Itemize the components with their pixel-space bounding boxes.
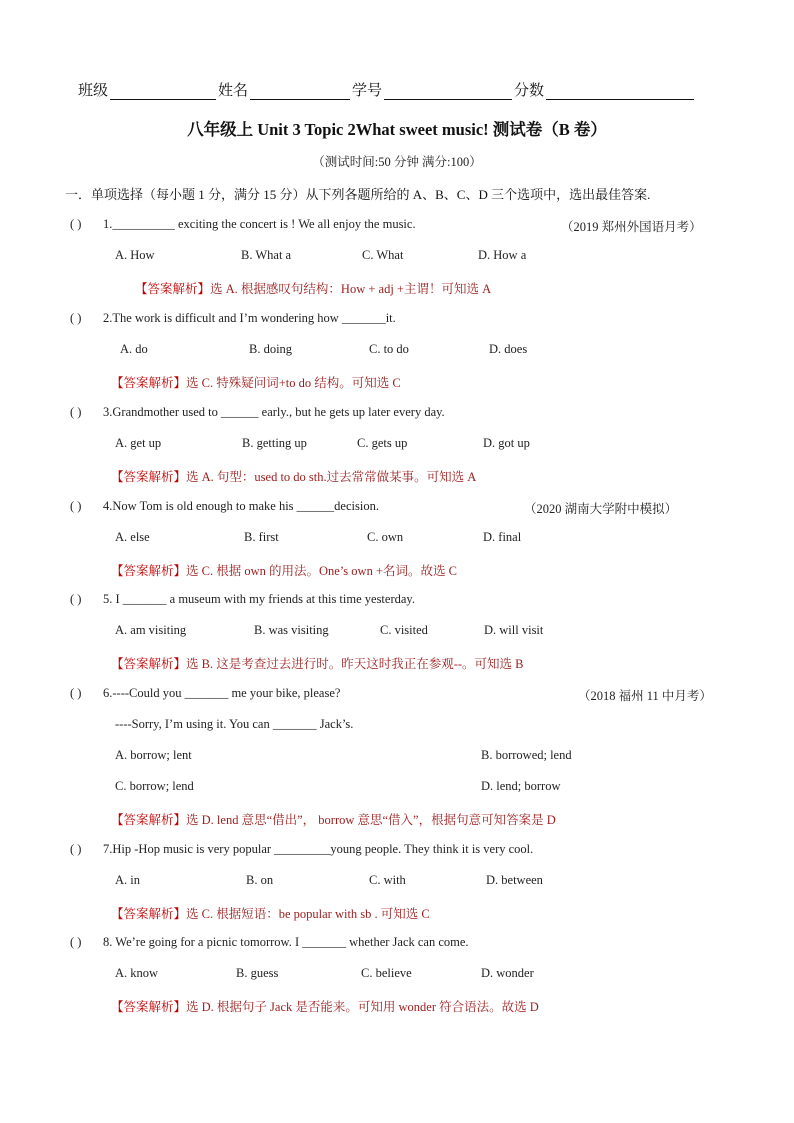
option-b: B. getting up: [242, 436, 307, 450]
answer-body: 选 A. 句型：used to do sth.过去常常做某事。可知选 A: [186, 470, 477, 484]
question-source: （2020 湖南大学附中模拟）: [524, 502, 678, 516]
answer-tag: 【答案解析】: [111, 564, 187, 578]
class-label: 班级: [78, 83, 109, 99]
answer-paren[interactable]: ( ): [70, 842, 82, 856]
question-text: 1.__________ exciting the concert is ! We all enjoy the music.: [103, 217, 416, 231]
option-c: C. What: [362, 248, 404, 262]
option-a: A. How: [115, 248, 155, 262]
answer-tag: 【答案解析】: [111, 657, 187, 671]
question-text: 7.Hip -Hop music is very popular _________young people. They think it is very cool.: [103, 842, 534, 856]
option-b: B. What a: [241, 248, 292, 262]
answer-body: 选 C. 根据短语：be popular with sb . 可知选 C: [186, 907, 430, 921]
option-c: C. to do: [369, 342, 409, 356]
answer-paren[interactable]: ( ): [70, 686, 82, 700]
student-info-header: [78, 79, 696, 100]
option-a: A. know: [115, 966, 159, 980]
option-b: B. borrowed; lend: [481, 748, 572, 762]
question-text: 8. We’re going for a picnic tomorrow. I _______ whether Jack can come.: [103, 935, 469, 949]
name-label: 姓名: [218, 83, 249, 99]
answer-explanation: [111, 373, 401, 391]
option-d: D. does: [489, 342, 528, 356]
answer-paren[interactable]: ( ): [70, 311, 82, 325]
question-text: 5. I _______ a museum with my friends at this time yesterday.: [103, 592, 415, 606]
answer-body: 选 C. 根据 own 的用法。One’s own +名词。故选 C: [186, 564, 457, 578]
question-text-reply: ----Sorry, I’m using it. You can _______ Jack’s.: [115, 717, 354, 731]
option-d: D. How a: [478, 248, 527, 262]
option-a: A. in: [115, 873, 140, 887]
section-heading: 一．单项选择（每小题 1 分，满分 15 分）从下列各题所给的 A、B、C、D 三个选项中，选出最佳答案.: [65, 187, 651, 202]
page-title: 八年级上 Unit 3 Topic 2What sweet music! 测试卷（B 卷）: [187, 120, 607, 139]
option-c: C. visited: [380, 623, 428, 637]
option-d: D. will visit: [484, 623, 544, 637]
option-c: C. gets up: [357, 436, 408, 450]
answer-tag: 【答案解析】: [111, 813, 187, 827]
option-b: B. was visiting: [254, 623, 329, 637]
option-a: A. else: [115, 530, 150, 544]
option-a: A. get up: [115, 436, 162, 450]
score-label: 分数: [514, 83, 545, 99]
question-text: 4.Now Tom is old enough to make his ______decision.: [103, 499, 379, 513]
option-c: C. own: [367, 530, 404, 544]
option-c: C. believe: [361, 966, 412, 980]
answer-explanation: [111, 467, 476, 485]
option-d: D. final: [483, 530, 522, 544]
answer-paren[interactable]: ( ): [70, 592, 82, 606]
answer-tag: 【答案解析】: [135, 282, 211, 296]
option-c: C. with: [369, 873, 406, 887]
option-d: D. between: [486, 873, 543, 887]
question-text: 2.The work is difficult and I’m wondering how _______it.: [103, 311, 396, 325]
id-label: 学号: [352, 83, 383, 99]
option-c: C. borrow; lend: [115, 779, 194, 793]
answer-explanation: [111, 654, 524, 672]
answer-tag: 【答案解析】: [111, 376, 187, 390]
question-text: 6.----Could you _______ me your bike, please?: [103, 686, 341, 700]
name-blank[interactable]: [250, 83, 350, 100]
answer-paren[interactable]: ( ): [70, 405, 82, 419]
answer-body: 选 B. 这是考查过去进行时。昨天这时我正在参观--。可知选 B: [186, 657, 524, 671]
option-d: D. wonder: [481, 966, 534, 980]
option-d: D. got up: [483, 436, 530, 450]
option-a: A. am visiting: [115, 623, 187, 637]
option-b: B. first: [244, 530, 279, 544]
id-blank[interactable]: [384, 83, 512, 100]
question-source: （2018 福州 11 中月考）: [578, 689, 712, 703]
question-source: （2019 郑州外国语月考）: [561, 220, 702, 234]
option-d: D. lend; borrow: [481, 779, 561, 793]
option-b: B. doing: [249, 342, 293, 356]
answer-paren[interactable]: ( ): [70, 217, 82, 231]
answer-explanation: [135, 279, 491, 297]
answer-body: 选 C. 特殊疑问词+to do 结构。可知选 C: [186, 376, 401, 390]
answer-tag: 【答案解析】: [111, 1000, 187, 1014]
option-a: A. do: [120, 342, 148, 356]
option-a: A. borrow; lent: [115, 748, 192, 762]
score-blank[interactable]: [546, 83, 694, 100]
answer-explanation: [111, 904, 430, 922]
answer-body: 选 D. lend 意思“借出”， borrow 意思“借入”，根据句意可知答案是 D: [186, 813, 556, 827]
answer-explanation: [111, 997, 539, 1015]
answer-body: 选 D. 根据句子 Jack 是否能来。可知用 wonder 符合语法。故选 D: [186, 1000, 539, 1014]
answer-body: 选 A. 根据感叹句结构：How + adj +主谓！可知选 A: [210, 282, 492, 296]
page-subtitle: （测试时间:50 分钟 满分:100）: [312, 155, 482, 169]
answer-explanation: [111, 810, 556, 828]
answer-paren[interactable]: ( ): [70, 499, 82, 513]
answer-tag: 【答案解析】: [111, 470, 187, 484]
answer-tag: 【答案解析】: [111, 907, 187, 921]
answer-explanation: [111, 561, 457, 579]
answer-paren[interactable]: ( ): [70, 935, 82, 949]
option-b: B. guess: [236, 966, 279, 980]
option-b: B. on: [246, 873, 274, 887]
class-blank[interactable]: [110, 83, 216, 100]
question-text: 3.Grandmother used to ______ early., but he gets up later every day.: [103, 405, 445, 419]
